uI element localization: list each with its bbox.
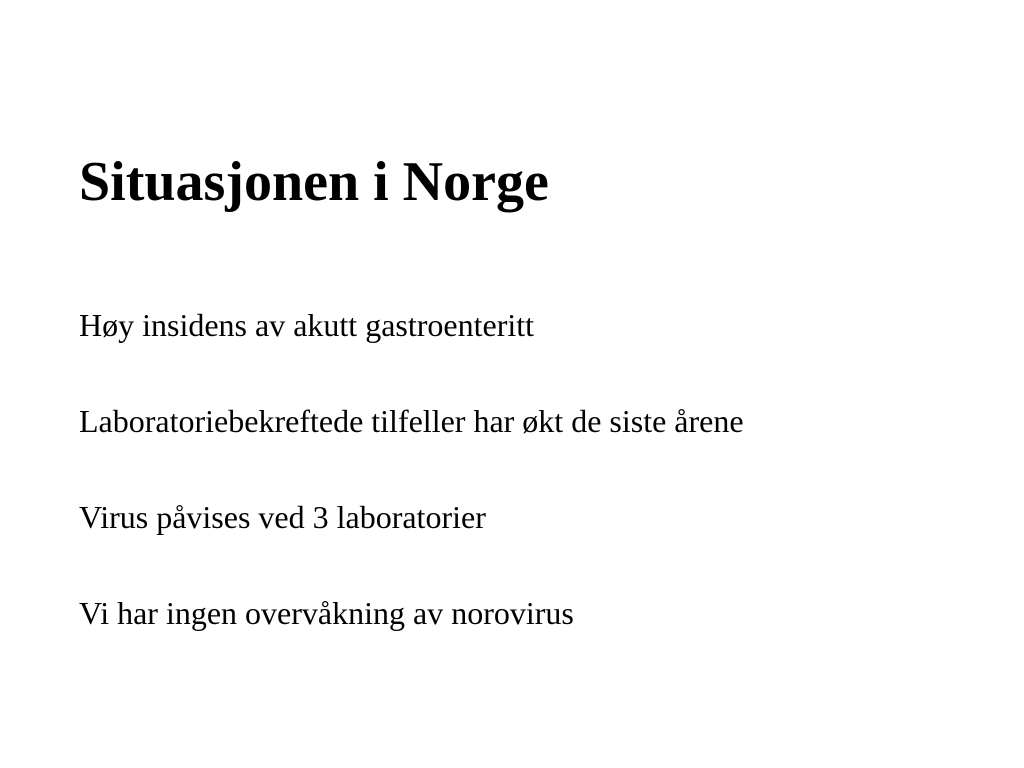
bullet-item: Laboratoriebekreftede tilfeller har økt de siste årene [79, 403, 744, 439]
slide-title: Situasjonen i Norge [79, 151, 549, 213]
bullet-item: Virus påvises ved 3 laboratorier [79, 499, 486, 535]
bullet-item: Høy insidens av akutt gastroenteritt [79, 307, 535, 343]
bullet-list [79, 300, 744, 684]
bullet-item: Vi har ingen overvåkning av norovirus [79, 595, 574, 631]
